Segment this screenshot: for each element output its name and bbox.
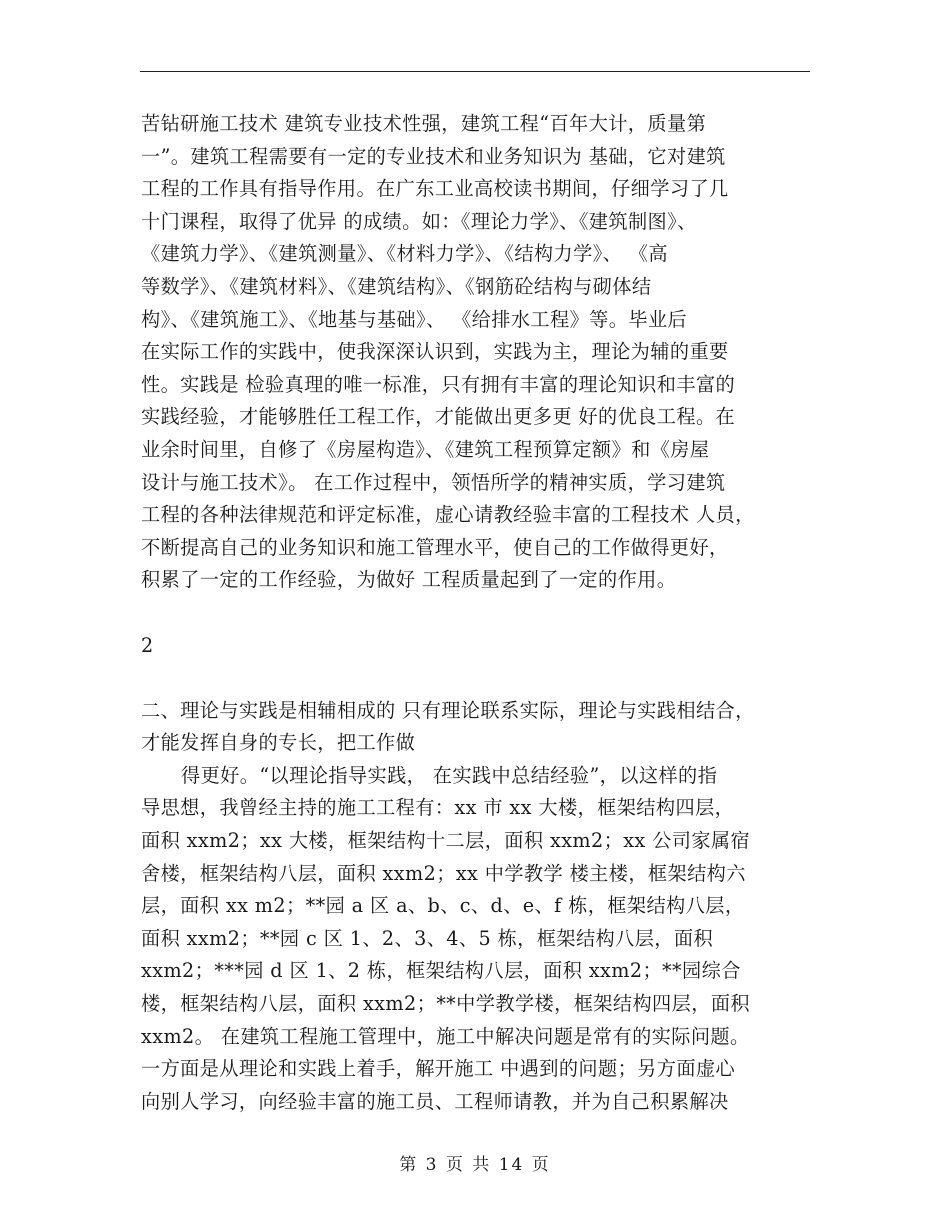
- header-rule: [140, 71, 810, 72]
- text-line: xxm2；***园 d 区 1、2 栋，框架结构八层，面积 xxm2；**园综合: [141, 959, 741, 983]
- text-line: 十门课程，取得了优异 的成绩。如：《理论力学》、《建筑制图》、: [141, 209, 697, 233]
- text-line: 一”。建筑工程需要有一定的专业技术和业务知识为 基础，它对建筑: [141, 144, 726, 168]
- text-line: 楼，框架结构八层，面积 xxm2；**中学教学楼，框架结构四层，面积: [141, 992, 750, 1016]
- text-line: 向别人学习，向经验丰富的施工员、工程师请教，并为自己积累解决: [141, 1089, 729, 1113]
- text-line: 层，面积 xx m2；**园 a 区 a、b、c、d、e、f 栋，框架结构八层，: [141, 894, 745, 918]
- section-number: 2: [141, 633, 154, 657]
- text-line: 业余时间里，自修了《房屋构造》、《建筑工程预算定额》和《房屋: [141, 437, 710, 461]
- text-line: 《建筑力学》、《建筑测量》、《材料力学》、《结构力学》、 《高: [141, 242, 668, 266]
- text-line: 性。实践是 检验真理的唯一标准，只有拥有丰富的理论知识和丰富的: [141, 372, 736, 396]
- text-line: 工程的工作具有指导作用。在广东工业高校读书期间，仔细学习了几: [141, 177, 729, 201]
- text-line: 设计与施工技术》。 在工作过程中，领悟所学的精神实质，学习建筑: [141, 470, 726, 494]
- text-line: 在实际工作的实践中，使我深深认识到，实践为主，理论为辅的重要: [141, 340, 729, 364]
- heading-line: 二、理论与实践是相辅相成的 只有理论联系实际，理论与实践相结合，: [141, 698, 755, 722]
- text-line: 一方面是从理论和实践上着手，解开施工 中遇到的问题；另方面虚心: [141, 1057, 736, 1081]
- paragraph-2: [141, 760, 813, 1119]
- text-line: 实践经验，才能够胜任工程工作，才能做出更多更 好的优良工程。在: [141, 405, 736, 429]
- text-line: 舍楼，框架结构八层，面积 xxm2；xx 中学教学 楼主楼，框架结构六: [141, 861, 746, 885]
- text-line: 构》、《建筑施工》、《地基与基础》、 《给排水工程》等。毕业后: [141, 307, 688, 331]
- text-line: 不断提高自己的业务知识和施工管理水平，使自己的工作做得更好，: [141, 535, 729, 559]
- text-line: 得更好。“以理论指导实践， 在实践中总结经验”，以这样的指: [181, 763, 718, 787]
- text-line: 导思想，我曾经主持的施工工程有：xx 市 xx 大楼，框架结构四层，: [141, 796, 735, 820]
- section-heading: [141, 695, 813, 760]
- text-line: 面积 xxm2；**园 c 区 1、2、3、4、5 栋，框架结构八层，面积: [141, 926, 714, 950]
- text-line: xxm2。 在建筑工程施工管理中，施工中解决问题是常有的实际问题。: [141, 1024, 750, 1048]
- spacer: [141, 597, 813, 630]
- text-line: 面积 xxm2；xx 大楼，框架结构十二层，面积 xxm2；xx 公司家属宿: [141, 829, 751, 853]
- text-line: 工程的各种法律规范和评定标准，虚心请教经验丰富的工程技术 人员，: [141, 503, 755, 527]
- page-footer: 第 3 页 共 14 页: [399, 1155, 551, 1175]
- text-line: 苦钻研施工技术 建筑专业技术性强，建筑工程“百年大计，质量第: [141, 112, 707, 135]
- spacer: [141, 662, 813, 695]
- text-line: 积累了一定的工作经验，为做好 工程质量起到了一定的作用。: [141, 568, 677, 592]
- text-line: 等数学》、《建筑材料》、《建筑结构》、《钢筋砼结构与砌体结: [141, 274, 652, 298]
- heading-line: 才能发挥自身的专长，把工作做: [141, 731, 416, 755]
- document-body: [141, 108, 813, 1118]
- paragraph-1: [141, 108, 813, 597]
